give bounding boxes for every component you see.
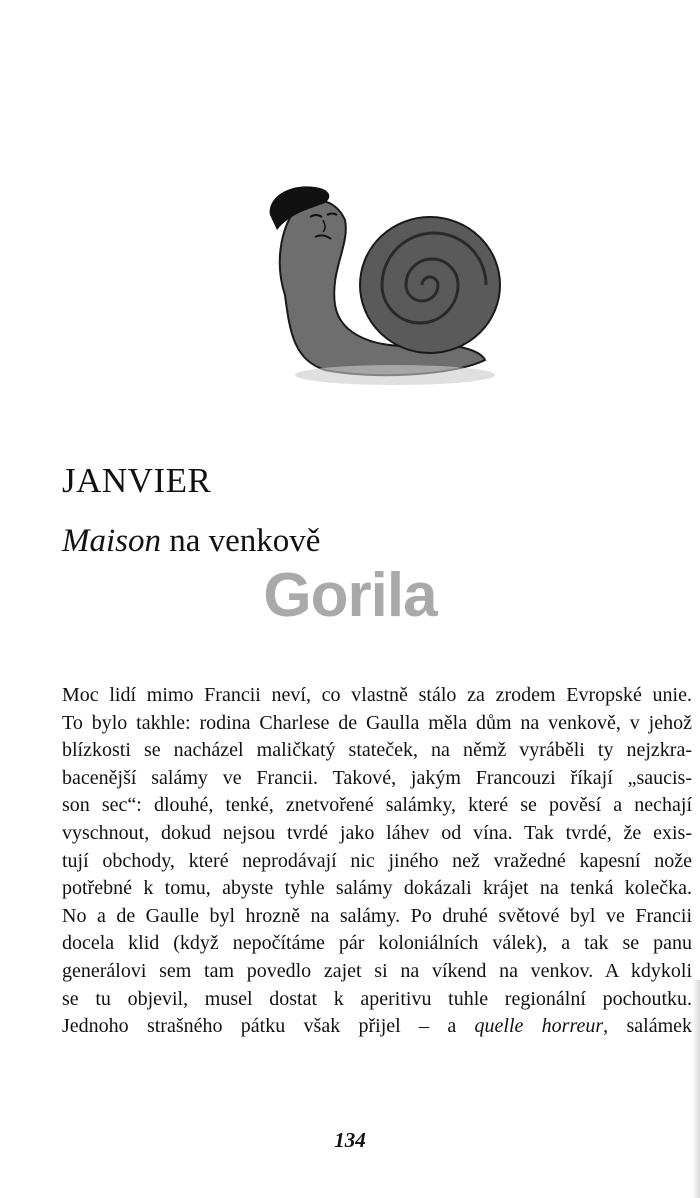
text-line: docela klid (když nepočítáme pár koloniálních válek), a tak se panu [62,932,692,955]
subtitle-italic: Maison [62,523,161,559]
last-line-after: , salámek [603,1015,693,1038]
text-line: blízkosti se nacházel maličkatý stateček, na němž vyráběli ty nejzkra- [62,739,692,762]
text-line: tují obchody, které neprodávají nic jiného než vražedné kapesní nože [62,849,692,872]
chapter-title: JANVIER [62,461,212,500]
text-line-last [62,1013,692,1041]
chapter-subtitle [62,523,320,560]
text-line: No a de Gaulle byl hrozně na salámy. Po druhé světové byl ve Francii [62,904,692,927]
last-line-italic: quelle horreur [474,1015,604,1038]
last-line-before: Jednoho strašného pátku však přijel – a [62,1015,475,1038]
ground-shadow [295,365,495,385]
text-line: bacenější salámy ve Francii. Takové, jakým Francouzi říkají „saucis- [62,766,692,789]
text-line: se tu objevil, musel dostat k aperitivu tuhle regionální pochoutku. [62,987,692,1010]
text-line: generálovi sem tam povedlo zajet si na víkend na venkov. A kdykoli [62,959,692,982]
text-line: vyschnout, dokud nejsou tvrdé jako láhev od vína. Tak tvrdé, že exis- [62,821,692,844]
body-text [62,682,692,1041]
page-number: 134 [334,1128,366,1152]
page-edge-shadow [692,980,700,1198]
text-line: Moc lidí mimo Francii neví, co vlastně stálo za zrodem Evropské unie. [62,684,692,706]
watermark: Gorila [263,561,437,630]
text-line: To bylo takhle: rodina Charlese de Gaulla měla dům na venkově, v jehož [62,711,692,734]
text-line: son sec“: dlouhé, tenké, znetvořené salámky, které se pověsí a nechají [62,794,692,817]
subtitle-rest: na venkově [161,523,321,559]
text-line: potřebné k tomu, abyste tyhle salámy dokázali krájet na tenká kolečka. [62,877,692,900]
snail-illustration [255,175,515,390]
